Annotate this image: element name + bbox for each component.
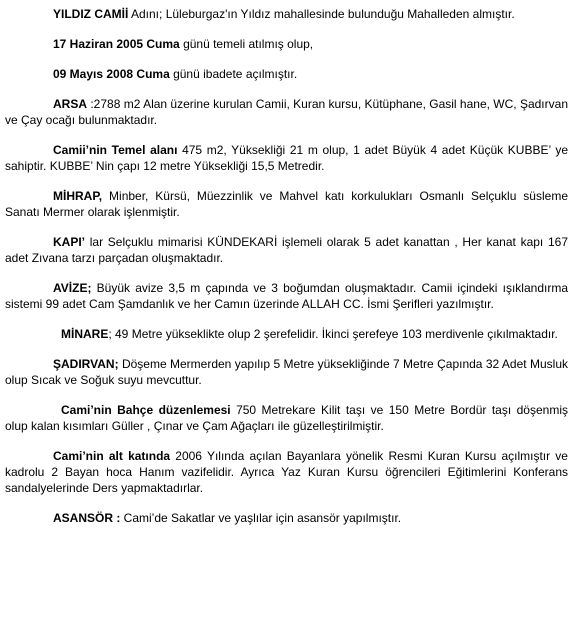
paragraph-text: günü temeli atılmış olup, [179,37,314,51]
paragraph-text: günü ibadete açılmıştır. [169,67,298,81]
paragraph-text: lar Selçuklu mimarisi KÜNDEKARİ işlemeli olarak 5 adet kanattan , Her kanat kapı 167 adet Zıvana tarzı parçadan oluşmaktadır. [5,235,568,265]
paragraph-heading: Cami’nin alt katında [53,449,171,463]
paragraph-text: 750 Metrekare Kilit taşı ve 150 Metre Bordür taşı döşenmiş olup kalan kısımları Güller , Çınar ve Çam Ağaçları ile güzelleştirilmiştir. [5,403,568,433]
paragraph-heading: ARSA [53,97,88,111]
paragraph-heading: Cami’nin Bahçe düzenlemesi [61,403,231,417]
paragraph-text: ; 49 Metre yükseklikte olup 2 şerefelidir. İkinci şerefeye 103 merdivenle çıkılmaktadır. [108,327,558,341]
paragraph-land [5,96,568,128]
paragraph-fountain [5,356,568,388]
paragraph-minaret [5,326,568,342]
paragraph-chandelier [5,280,568,312]
paragraph-mihrab [5,188,568,220]
paragraph-text: Cami’de Sakatlar ve yaşlılar için asansör yapılmıştır. [120,511,402,525]
paragraph-heading: MİHRAP, [53,189,103,203]
paragraph-door [5,234,568,266]
paragraph-text: Minber, Kürsü, Müezzinlik ve Mahvel katı korkulukları Osmanlı Selçuklu süsleme Sanatı Mermer olarak işlenmiştir. [5,189,568,219]
paragraph-heading: 09 Mayıs 2008 Cuma [53,67,170,81]
paragraph-text: Büyük avize 3,5 m çapında ve 3 boğumdan oluşmaktadır. Camii içindeki ışıklandırma sistemi 99 adet Cam Şamdanlık ve her Camın üzerinde ALLAH CC. İsmi Şerifleri yazılmıştır. [5,281,568,311]
paragraph-heading: YILDIZ CAMİİ [53,7,129,21]
paragraph-text: 475 m2, Yüksekliği 21 m olup, 1 adet Büyük 4 adet Küçük KUBBE’ ye sahiptir. KUBBE’ Nin çapı 12 metre Yüksekliği 15,5 Metredir. [5,143,568,173]
paragraph-garden [5,402,568,434]
paragraph-heading: ASANSÖR : [53,511,121,525]
paragraph-opening-date [5,66,568,82]
paragraph-text: Döşeme Mermerden yapılıp 5 Metre yüksekliğinde 7 Metre Çapında 32 Adet Musluk olup Sıcak ve Soğuk suyu mevcuttur. [5,357,568,387]
paragraph-lower-floor [5,448,568,496]
paragraph-heading: 17 Haziran 2005 Cuma [53,37,180,51]
paragraph-text: Adını; Lüleburgaz'ın Yıldız mahallesinde bulunduğu Mahalleden almıştır. [128,7,515,21]
document-body [5,6,568,526]
paragraph-text: :2788 m2 Alan üzerine kurulan Camii, Kuran kursu, Kütüphane, Gasil hane, WC, Şadırvan ve Çay ocağı bulunmaktadır. [5,97,568,127]
paragraph-name [5,6,568,22]
paragraph-foundation-date [5,36,568,52]
paragraph-text: 2006 Yılında açılan Bayanlara yönelik Resmi Kuran Kursu açılmıştır ve kadrolu 2 Bayan hoca Hanım vazifelidir. Ayrıca Yaz Kuran Kursu öğrencileri Eğitimlerini Konferans sandalyelerinde Ders yapmaktadırlar. [5,449,568,495]
paragraph-heading: Camii’nin Temel alanı [53,143,178,157]
paragraph-heading: AVİZE; [53,281,92,295]
paragraph-foundation-area [5,142,568,174]
paragraph-heading: MİNARE [61,327,109,341]
paragraph-heading: KAPI’ [53,235,86,249]
paragraph-heading: ŞADIRVAN; [53,357,119,371]
paragraph-elevator [5,510,568,526]
